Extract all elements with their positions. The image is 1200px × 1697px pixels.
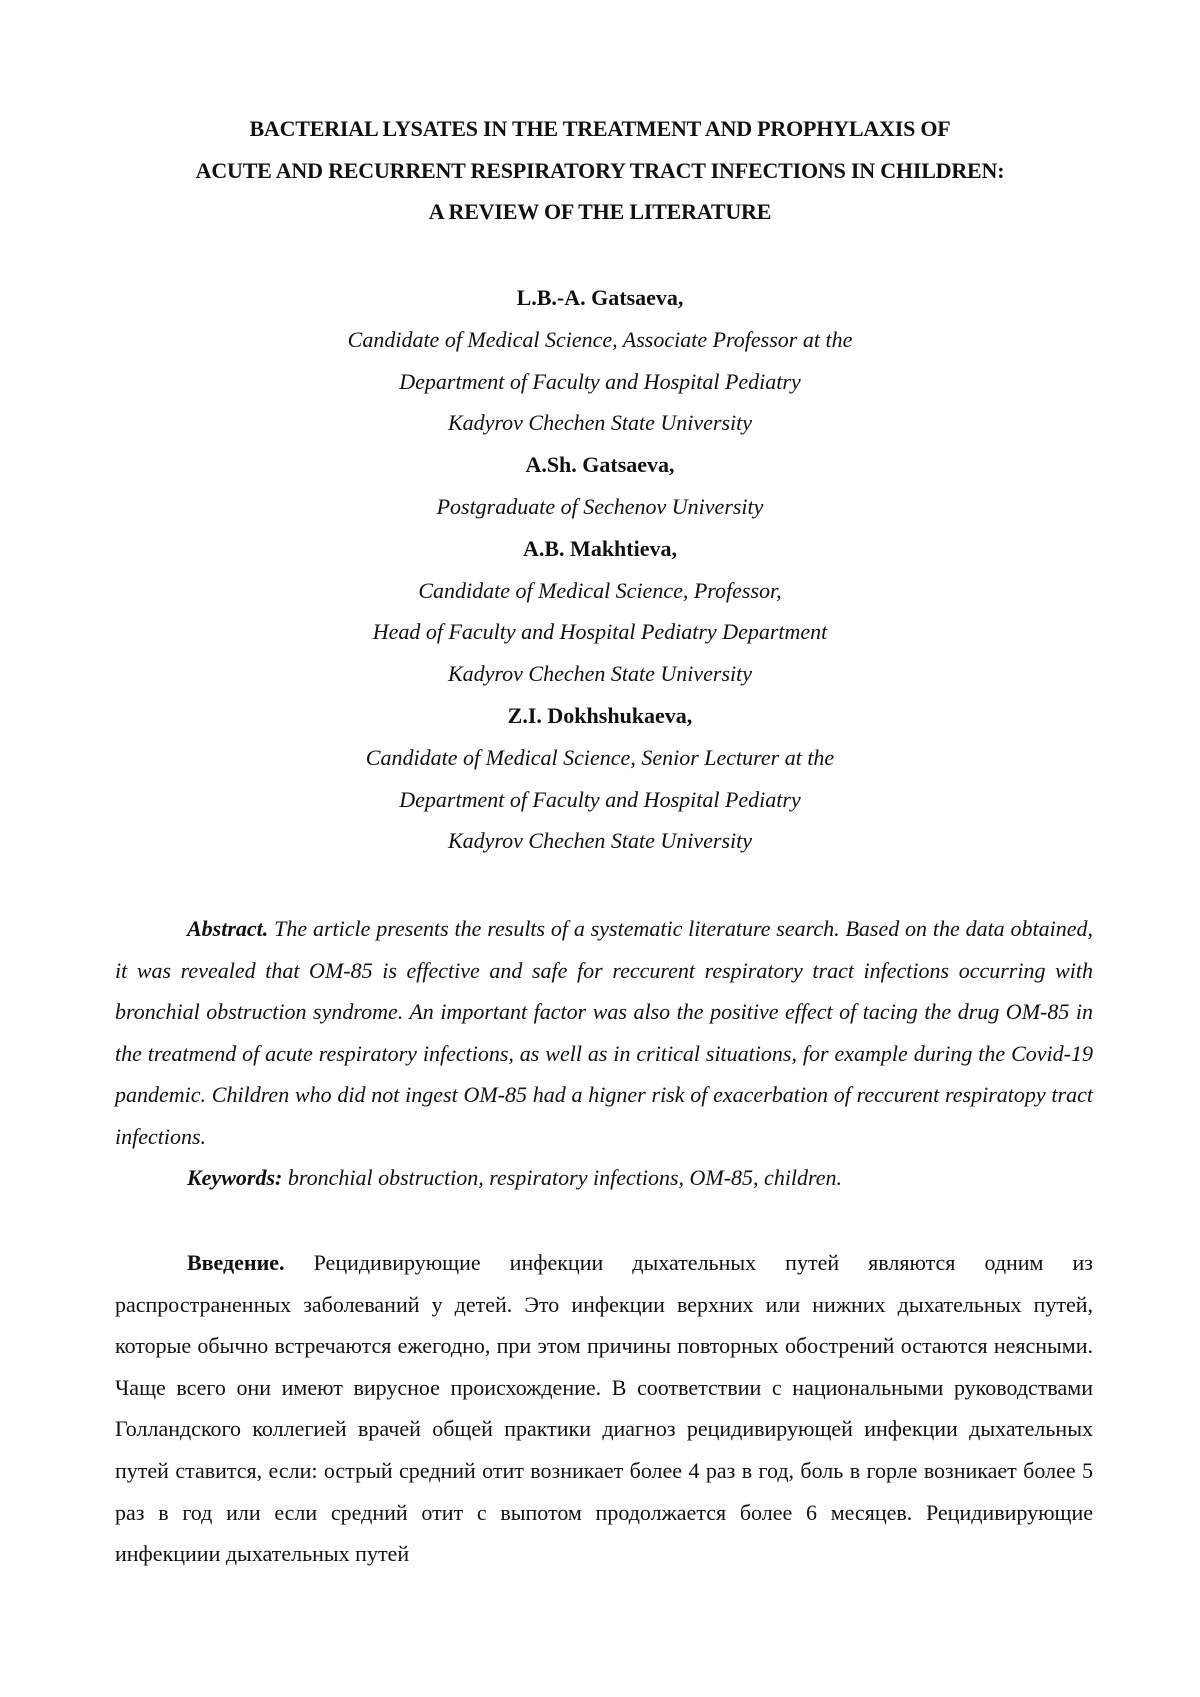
abstract-label: Abstract. (187, 916, 269, 941)
author-name: L.B.-A. Gatsaeva, (516, 285, 684, 310)
author-affiliation-line: Candidate of Medical Science, Professor, (418, 577, 782, 603)
keywords-text: bronchial obstruction, respiratory infections, OM-85, children. (287, 1165, 843, 1190)
paper-title (100, 108, 1100, 233)
keywords-label: Keywords: (187, 1165, 283, 1190)
title-line: ACUTE AND RECURRENT RESPIRATORY TRACT INFECTIONS IN CHILDREN: (195, 157, 1005, 183)
author-affiliation-line: Candidate of Medical Science, Associate Professor at the (347, 326, 853, 352)
author-affiliation-line: Kadyrov Chechen State University (447, 661, 753, 687)
abstract-section (115, 908, 1093, 1199)
author-affiliation-line: Candidate of Medical Science, Senior Lecturer at the (365, 744, 835, 770)
author-block (100, 277, 1100, 862)
title-line: BACTERIAL LYSATES IN THE TREATMENT AND PROPHYLAXIS OF (249, 116, 951, 141)
title-line: A REVIEW OF THE LITERATURE (428, 199, 772, 224)
author-name: A.Sh. Gatsaeva, (525, 452, 675, 478)
author-affiliation-line: Department of Faculty and Hospital Pediatry (399, 368, 801, 394)
abstract-paragraph (115, 908, 1093, 1157)
author-affiliation-line: Postgraduate of Sechenov University (436, 493, 764, 519)
introduction-paragraph (115, 1242, 1093, 1575)
keywords-paragraph (115, 1157, 1093, 1199)
introduction-section (115, 1242, 1093, 1575)
author-affiliation-line: Kadyrov Chechen State University (447, 828, 753, 854)
introduction-text: Рецидивирующие инфекции дыхательных путей являются одним из распространенных заболеваний у детей. Это инфекции верхних или нижних дыхательных путей, которые обычно встречаются ежегодно, при этом причины повторных обострений остаются неясными. Чаще всего они имеют вирусное происхождение. В соответствии с национальными руководствами Голландского коллегией врачей общей практики диагноз рецидивирующей инфекции дыхательных путей ставится, если: острый средний отит возникает более 4 раз в год, боль в горле возникает более 5 раз в год или если средний отит с выпотом продолжается более 6 месяцев. Рецидивирующие инфекциии дыхательных путей (115, 1250, 1093, 1567)
author-affiliation-line: Kadyrov Chechen State University (447, 410, 753, 436)
author-affiliation-line: Department of Faculty and Hospital Pediatry (399, 786, 801, 812)
author-affiliation-line: Head of Faculty and Hospital Pediatry Department (372, 619, 828, 645)
introduction-label: Введение. (187, 1250, 285, 1275)
abstract-text: The article presents the results of a systematic literature search. Based on the data obtained, it was revealed that OM-85 is effective and safe for reccurent respiratory tract infections occurring with bronchial obstruction syndrome. An important factor was also the positive effect of tacing the drug OM-85 in the treatmend of acute respiratory infections, as well as in critical situations, for example during the Covid-19 pandemic. Children who did not ingest OM-85 had a higner risk of exacerbation of reccurent respiratopy tract infections. (115, 916, 1093, 1149)
author-name: A.B. Makhtieva, (523, 535, 677, 561)
author-name: Z.I. Dokhshukaeva, (507, 702, 693, 728)
